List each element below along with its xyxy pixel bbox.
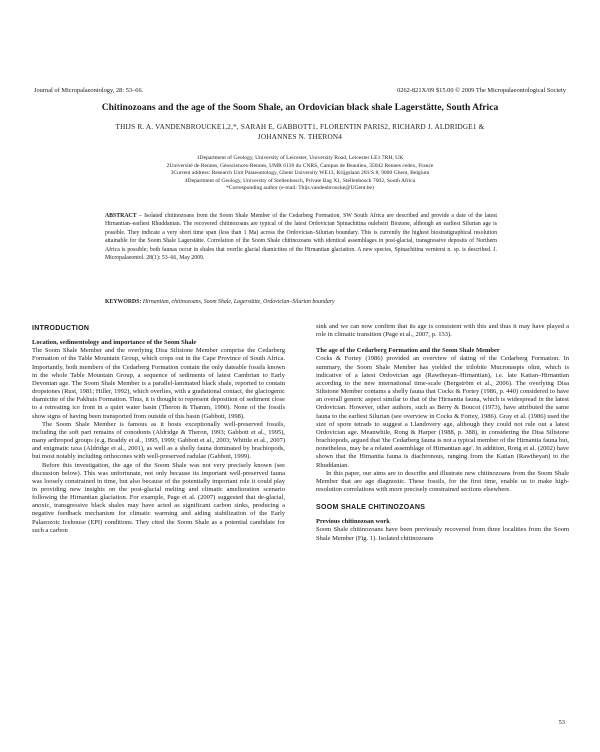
subheading-previous-work: Previous chitinozoan work — [316, 518, 390, 526]
keywords-text: Hirnantian, chitinozoans, Soom Shale, Lagerstätte, Ordovician–Silurian boundary — [142, 299, 335, 305]
paragraph: The Soom Shale Member is famous as it hosts exceptionally well-preserved fossils, including the soft part remains of conodonts (Aldridge & Theron, 1993; Gabbott et al., 1995), many arthropod groups (e.g. Braddy et al., 1995, 1999; Gabbott et al., 2003; Whittle et al., 2007) and enigmatic taxa (Aldridge et al., 2001), as well as a shelly fauna dominated by brachiopods, but most notably including orthocones with well-preserved radulae (Gabbott, 1999). — [32, 420, 285, 461]
section-heading-introduction: INTRODUCTION — [32, 325, 90, 332]
affiliation-2: 2Université de Rennes, Géosciences-Rennes, UMR 6118 du CNRS, Campus de Beaulieu, 35042 Rennes cedex, France — [166, 162, 434, 169]
section-heading-chitinozoans: SOOM SHALE CHITINOZOANS — [316, 504, 426, 512]
author-list — [30, 122, 570, 142]
keywords — [105, 299, 497, 305]
corresponding-author: *Corresponding author (e-mail: Thijs.vandenbroucke@UGent.be) — [226, 185, 374, 192]
subheading-location: Location, sedimentology and importance of the Soom Shale — [32, 339, 197, 347]
affiliation-1: 1Department of Geology, University of Leicester, University Road, Leicester LE1 7RH, UK — [196, 155, 404, 161]
author-line-2: JOHANNES N. THERON4 — [257, 133, 343, 141]
abstract-label: ABSTRACT — [105, 213, 137, 219]
abstract-text: – Isolated chitinozoans from the Soom Shale Member of the Cedarberg Formation, SW South Africa are described and provide a date of the latest Hirnantian–earliest Rhuddanian. The recovered chitinozoans are typical of the latest Ordovician Spinachitina oulebsiri Biozone, although an earliest Silurian age is possible. They indicate a very short time span (less than 1 Ma) across the Ordovician–Silurian boundary. This is currently the highest biostratigraphical resolution attainable for the Soom Shale Lagerstätte. Correlation of the Soom Shale chitinozoans with identical assemblages in post-glacial, transgressive deposits of Northern Africa is possible; both faunas occur in shales that overlie glacial diamictites of the Hirnantian glaciation. A new species, Spinachitina verniersi n. sp. is described. J. Micropalaeontol. 28(1): 53–66, May 2009. — [105, 213, 497, 262]
subheading-age: The age of the Cedarberg Formation and the Soom Shale Member — [316, 347, 500, 355]
right-column — [316, 323, 569, 543]
issn-copyright: 0262-821X/09 $15.00 © 2009 The Micropalaeontological Society — [397, 87, 566, 94]
paragraph: Before this investigation, the age of the Soom Shale was not very precisely known (see discussion below). This was unfortunate, not only because its important well-preserved fauna was loosely constrained in time, but also because of the potentially important role it could play in providing new insights on the post-glacial melting and climatic amelioration scenario following the Hirnantian glaciation. For example, Page et al. (2007) suggested that de-glacial, anoxic, transgressive black shales may have acted as significant carbon sinks, producing a negative feedback mechanism for climatic warming and aiding stabilization of the Early Palaeozoic Icehouse (EPI) conditions. They cited the Soom Shale as a potential candidate for such a carbon — [32, 461, 285, 534]
affiliations — [40, 155, 560, 193]
paragraph: In this paper, our aims are to describe and illustrate new chitinozoans from the Soom Shale Member that are age diagnostic. These fossils, for the first time, enable us to make high-resolution correlations with more precisely constrained sections elsewhere. — [316, 469, 569, 493]
affiliation-3: 3Current address: Research Unit Palaeontology, Ghent University WE13, Krijgslaan 281/S 8, 9000 Ghent, Belgium — [170, 170, 430, 177]
paragraph: The Soom Shale Member and the overlying Disa Siltstone Member comprise the Cedarberg Formation of the Table Mountain Group, which crops out in the Cape Province of South Africa. Importantly, both members of the Cedarberg Formation contain the only dateable fossils known in the whole Table Mountain Group, a sequence of sediments of latest Cambrian to Early Devonian age. The Soom Shale Member is a parallel-laminated black shale, reported to contain dropstones (Rust, 1981; Hiller, 1992), which overlies, with a gradational contact, the glaciogenic diamictite of the Pakhuis Formation. Thus, it is thought to represent deposition of sediment close to a retreating ice front in a quiet water basin (Theron & Thamm, 1990). None of the fossils show signs of having been transported from outside of this basin (Gabbott, 1998). — [32, 347, 285, 420]
left-column — [32, 323, 285, 535]
paragraph: sink and we can now confirm that its age is consistent with this and thus it may have played a role in climatic transition (Page et al., 2007, p. 133). — [316, 323, 569, 339]
abstract — [105, 212, 497, 262]
keywords-label: KEYWORDS: — [105, 299, 142, 305]
author-line-1: THIJS R. A. VANDENBROUCKE1,2,*, SARAH E. GABBOTT1, FLORENTIN PARIS2, RICHARD J. ALDRIDGE1 & — [115, 123, 485, 131]
journal-citation: Journal of Micropalaeontology, 28: 53–66. — [34, 87, 144, 94]
paragraph: Cocks & Fortey (1986) provided an overview of dating of the Cedarberg Formation. In summary, the Soom Shale Member has yielded the trilobite Mucronaspis olini, which is indicative of a latest Ordovician age (Rawtheyan–Hirnantian), i.e. late Katian–Hirnantian according to the new international time-scale (Bergström et al., 2006). The overlying Disa Siltstone Member contains a shelly fauna that Cocks & Fortey (1986, p. 440) considered to have an overall generic aspect similar to that of the Hirnantia fauna, which is widespread in the latest Ordovician. However, other authors, such as Berry & Boucot (1973), have attributed the same fauna to the earliest Silurian (see overview in Cocks & Fortey, 1986). Gray et al. (1986) used the size of spore tetrads to suggest a Llandovery age, although they could not rule out a latest Ordovician age. Meanwhile, Rong & Harper (1988, p. 388), in considering the Disa Siltstone brachiopods, argued that 'the Cedarberg fauna is not a typical member of the Hirnantia fauna but, nonetheless, may be a related assemblage of Hirnantian age'. In addition, Rong et al. (2002) have shown that the Hirnantia fauna is diachronous, ranging from the Katian (Rawtheyan) to the Rhuddanian. — [316, 355, 569, 469]
affiliation-4: 4Department of Geology, University of Stellenbosch, Private Bag X1, Stellenbosch 7602, South Africa — [184, 177, 416, 184]
article-title: Chitinozoans and the age of the Soom Shale, an Ordovician black shale Lagerstätte, South Africa — [101, 102, 499, 113]
page-number: 53 — [558, 719, 565, 726]
paragraph: Soom Shale chitinozoans have been previously recovered from three localities from the Soom Shale Member (Fig. 1). Isolated chitinozoans — [316, 526, 569, 542]
